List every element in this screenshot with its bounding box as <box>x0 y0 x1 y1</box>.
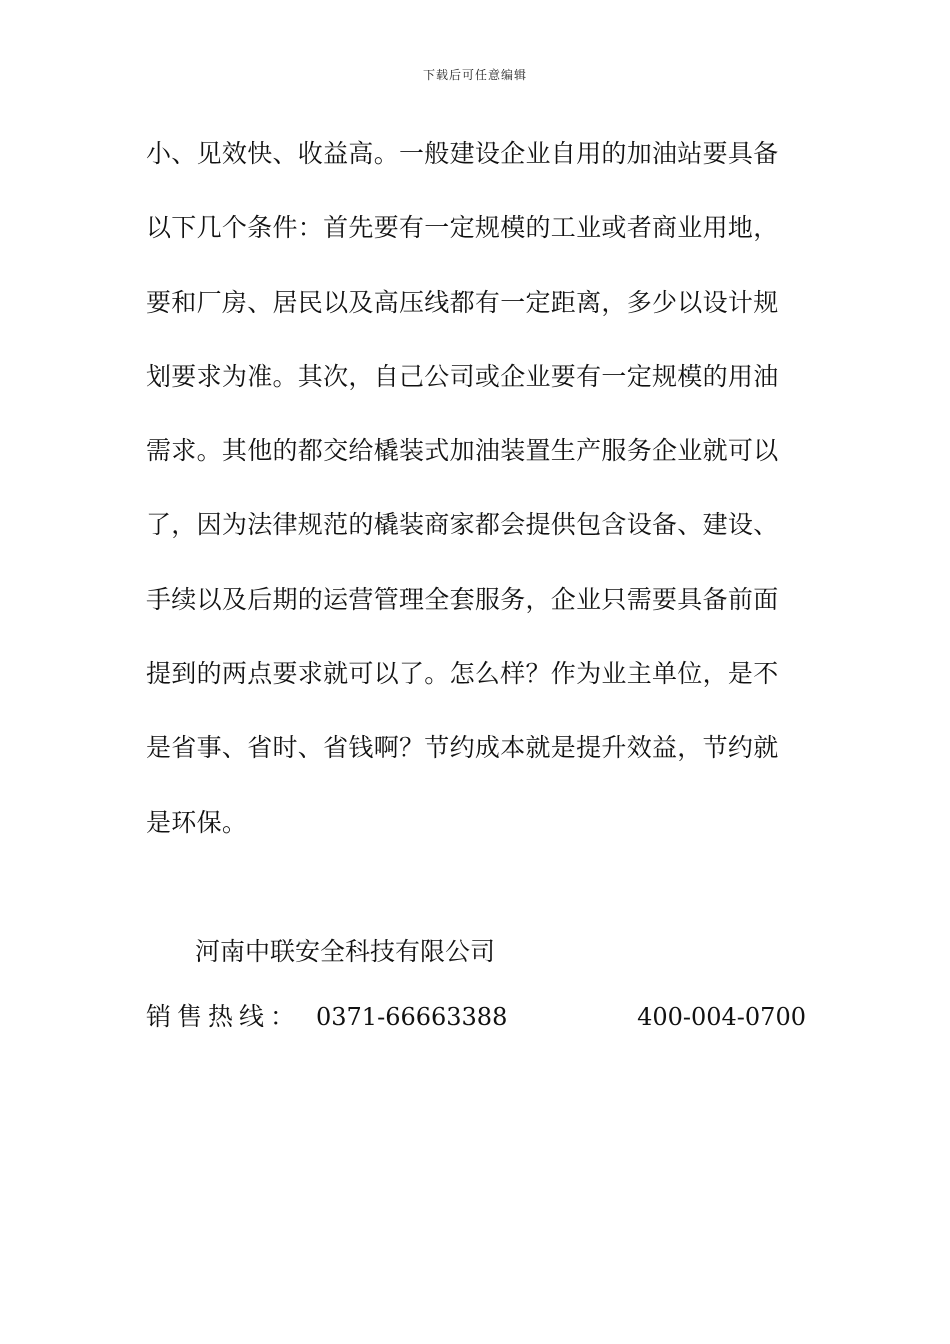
body-line: 划要求为准。其次，自己公司或企业要有一定规模的用油 <box>146 361 779 391</box>
body-line: 是环保。 <box>146 807 248 837</box>
company-name: 河南中联安全科技有限公司 <box>195 937 496 966</box>
body-paragraph <box>146 130 806 873</box>
body-line: 以下几个条件：首先要有一定规模的工业或者商业用地， <box>146 213 779 243</box>
body-line: 是省事、省时、省钱啊？节约成本就是提升效益，节约就 <box>146 733 779 763</box>
phone-number-primary: 0371-66663388 <box>316 1003 508 1031</box>
body-line: 要和厂房、居民以及高压线都有一定距离，多少以设计规 <box>146 287 779 317</box>
body-line: 小、见效快、收益高。一般建设企业自用的加油站要具备 <box>146 139 779 168</box>
sales-hotline <box>146 993 806 1041</box>
body-line: 手续以及后期的运营管理全套服务，企业只需要具备前面 <box>146 584 779 614</box>
body-line: 需求。其他的都交给橇装式加油装置生产服务企业就可以 <box>146 436 779 466</box>
phone-number-secondary: 400-004-0700 <box>637 1003 806 1031</box>
body-line: 提到的两点要求就可以了。怎么样？作为业主单位，是不 <box>146 659 779 689</box>
body-line: 了，因为法律规范的橇装商家都会提供包含设备、建设、 <box>146 510 779 540</box>
hotline-label: 销售热线： <box>146 1002 302 1031</box>
header-note: 下载后可任意编辑 <box>422 68 527 82</box>
